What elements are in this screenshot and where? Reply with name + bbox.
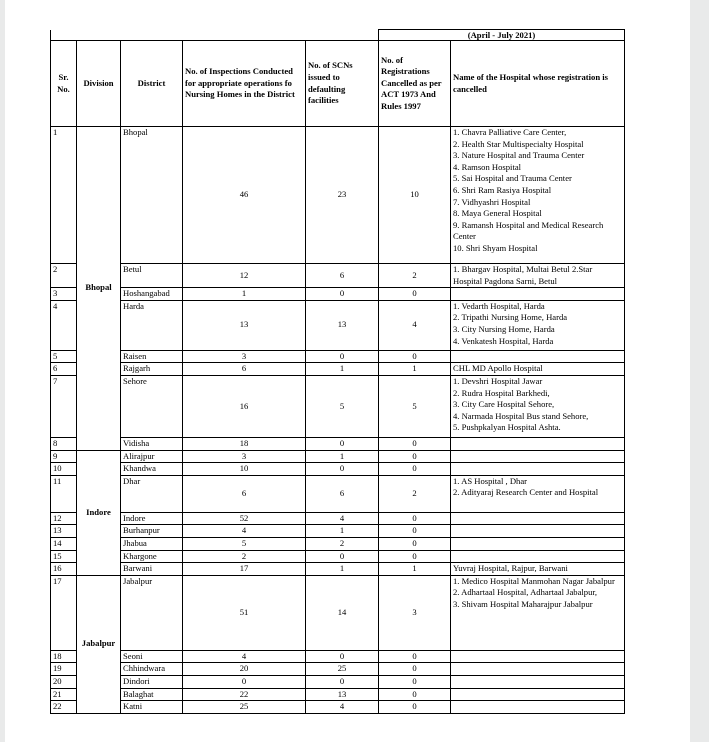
hospital-names-cell — [451, 550, 625, 563]
cancelled-cell: 1 — [379, 563, 451, 576]
scns-cell: 0 — [306, 675, 379, 688]
scns-cell: 4 — [306, 512, 379, 525]
hospital-name: CHL MD Apollo Hospital — [453, 363, 543, 374]
sr-no-cell: 14 — [51, 537, 77, 550]
hospital-name: 4. Narmada Hospital Bus stand Sehore, — [453, 410, 589, 421]
district-cell: Dindori — [121, 675, 183, 688]
hospital-name: 2. Adhartaal Hospital, Adhartaal Jabalpur, — [453, 587, 598, 598]
hospital-name: 6. Shri Ram Rasiya Hospital — [453, 184, 552, 195]
sr-no-cell: 16 — [51, 563, 77, 576]
hospital-names-cell — [451, 525, 625, 538]
scns-cell: 0 — [306, 463, 379, 476]
hospital-name: 5. Pushpkalyan Hospital Ashta. — [453, 422, 561, 433]
table-row — [51, 575, 625, 650]
sr-no-cell: 8 — [51, 437, 77, 450]
district-cell: Bhopal — [121, 127, 183, 264]
sr-no-cell: 10 — [51, 463, 77, 476]
sr-no-cell: 3 — [51, 288, 77, 301]
cancelled-cell: 0 — [379, 663, 451, 676]
inspections-cell: 13 — [183, 300, 306, 350]
table-row — [51, 537, 625, 550]
header-district: District — [121, 41, 183, 127]
scns-cell: 6 — [306, 475, 379, 512]
table-row — [51, 512, 625, 525]
cancelled-cell: 0 — [379, 463, 451, 476]
cancelled-cell: 0 — [379, 537, 451, 550]
hospital-names-cell — [451, 127, 625, 264]
scns-cell: 0 — [306, 437, 379, 450]
cancelled-cell: 0 — [379, 350, 451, 363]
district-cell: Burhanpur — [121, 525, 183, 538]
hospital-names-cell — [451, 663, 625, 676]
district-cell: Raisen — [121, 350, 183, 363]
header-sr-no: Sr. No. — [51, 41, 77, 127]
sr-no-cell: 2 — [51, 264, 77, 288]
table-row — [51, 475, 625, 512]
hospital-name: 7. Vidhyashri Hospital — [453, 196, 531, 207]
hospital-name: 1. Devshri Hospital Jawar — [453, 375, 543, 386]
header-division: Division — [77, 41, 121, 127]
cancelled-cell: 0 — [379, 512, 451, 525]
table-row — [51, 300, 625, 350]
inspections-cell: 3 — [183, 350, 306, 363]
cancelled-cell: 10 — [379, 127, 451, 264]
inspections-cell: 10 — [183, 463, 306, 476]
scns-cell: 5 — [306, 375, 379, 437]
hospital-name: 4. Venkatesh Hospital, Harda — [453, 335, 554, 346]
district-cell: Harda — [121, 300, 183, 350]
table-row — [51, 463, 625, 476]
header-hospital-names: Name of the Hospital whose registration is cancelled — [451, 41, 625, 127]
header-scns: No. of SCNs issued to defaulting facilities — [306, 41, 379, 127]
sr-no-cell: 20 — [51, 675, 77, 688]
scns-cell: 1 — [306, 363, 379, 376]
table-row — [51, 550, 625, 563]
hospital-names-cell — [451, 437, 625, 450]
district-cell: Indore — [121, 512, 183, 525]
scns-cell: 0 — [306, 550, 379, 563]
period-header: (April - July 2021) — [379, 30, 625, 41]
hospital-name: Yuvraj Hospital, Rajpur, Barwani — [453, 563, 568, 574]
hospital-name: 1. AS Hospital , Dhar — [453, 475, 527, 486]
district-cell: Vidisha — [121, 437, 183, 450]
cancelled-cell: 0 — [379, 437, 451, 450]
sr-no-cell: 1 — [51, 127, 77, 264]
scns-cell: 0 — [306, 350, 379, 363]
sr-no-cell: 9 — [51, 450, 77, 463]
scns-cell: 1 — [306, 563, 379, 576]
table-row — [51, 450, 625, 463]
inspections-cell: 5 — [183, 537, 306, 550]
inspections-cell: 2 — [183, 550, 306, 563]
sr-no-cell: 17 — [51, 575, 77, 650]
scns-cell: 0 — [306, 650, 379, 663]
sr-no-cell: 12 — [51, 512, 77, 525]
cancelled-cell: 0 — [379, 701, 451, 714]
hospital-name: 3. Nature Hospital and Trauma Center — [453, 150, 585, 161]
inspections-cell: 3 — [183, 450, 306, 463]
cancelled-cell: 0 — [379, 650, 451, 663]
district-cell: Sehore — [121, 375, 183, 437]
header-inspections: No. of Inspections Conducted for appropriate operations fo Nursing Homes in the District — [183, 41, 306, 127]
district-cell: Alirajpur — [121, 450, 183, 463]
table-row — [51, 375, 625, 437]
hospital-name: 2. Rudra Hospital Barkhedi, — [453, 387, 550, 398]
scns-cell: 4 — [306, 701, 379, 714]
hospital-name: 1. Bhargav Hospital, Multai Betul 2.Star Hospital Pagdona Sarni, Betul — [453, 264, 593, 286]
inspections-cell: 25 — [183, 701, 306, 714]
scns-cell: 13 — [306, 688, 379, 701]
district-cell: Katni — [121, 701, 183, 714]
table-row — [51, 525, 625, 538]
cancelled-cell: 0 — [379, 688, 451, 701]
hospital-name: 3. Shivam Hospital Maharajpur Jabalpur — [453, 598, 593, 609]
district-cell: Dhar — [121, 475, 183, 512]
inspections-cell: 6 — [183, 363, 306, 376]
inspections-cell: 46 — [183, 127, 306, 264]
cancelled-cell: 2 — [379, 475, 451, 512]
nursing-home-inspection-table — [50, 29, 625, 714]
cancelled-cell: 3 — [379, 575, 451, 650]
table-row — [51, 264, 625, 288]
sr-no-cell: 21 — [51, 688, 77, 701]
sr-no-cell: 15 — [51, 550, 77, 563]
division-cell: Jabalpur — [77, 575, 121, 713]
scns-cell: 6 — [306, 264, 379, 288]
hospital-name: 5. Sai Hospital and Trauma Center — [453, 173, 572, 184]
district-cell: Seoni — [121, 650, 183, 663]
cancelled-cell: 0 — [379, 550, 451, 563]
hospital-name: 3. City Care Hospital Sehore, — [453, 399, 555, 410]
inspections-cell: 1 — [183, 288, 306, 301]
sr-no-cell: 13 — [51, 525, 77, 538]
hospital-names-cell — [451, 563, 625, 576]
district-cell: Chhindwara — [121, 663, 183, 676]
hospital-names-cell — [451, 450, 625, 463]
table-row — [51, 650, 625, 663]
hospital-name: 1. Vedarth Hospital, Harda — [453, 300, 545, 311]
hospital-name: 2. Health Star Multispecialty Hospital — [453, 138, 584, 149]
hospital-names-cell — [451, 675, 625, 688]
table-row — [51, 675, 625, 688]
sr-no-cell: 6 — [51, 363, 77, 376]
hospital-name: 1. Medico Hospital Manmohan Nagar Jabalpur — [453, 575, 615, 586]
inspections-cell: 51 — [183, 575, 306, 650]
inspections-cell: 12 — [183, 264, 306, 288]
cancelled-cell: 0 — [379, 675, 451, 688]
scns-cell: 23 — [306, 127, 379, 264]
cancelled-cell: 0 — [379, 525, 451, 538]
hospital-names-cell — [451, 512, 625, 525]
table-row — [51, 563, 625, 576]
district-cell: Khandwa — [121, 463, 183, 476]
hospital-name: 2. Tripathi Nursing Home, Harda — [453, 312, 568, 323]
district-cell: Balaghat — [121, 688, 183, 701]
inspections-cell: 17 — [183, 563, 306, 576]
district-cell: Betul — [121, 264, 183, 288]
cancelled-cell: 0 — [379, 288, 451, 301]
hospital-names-cell — [451, 463, 625, 476]
inspections-cell: 52 — [183, 512, 306, 525]
hospital-names-cell — [451, 575, 625, 650]
hospital-names-cell — [451, 688, 625, 701]
table-row — [51, 363, 625, 376]
district-cell: Barwani — [121, 563, 183, 576]
district-cell: Khargone — [121, 550, 183, 563]
hospital-names-cell — [451, 363, 625, 376]
hospital-names-cell — [451, 701, 625, 714]
table-row — [51, 288, 625, 301]
inspections-cell: 6 — [183, 475, 306, 512]
inspections-cell: 4 — [183, 650, 306, 663]
division-cell: Indore — [77, 450, 121, 575]
table-row — [51, 437, 625, 450]
scns-cell: 2 — [306, 537, 379, 550]
table-row — [51, 127, 625, 264]
document-page — [5, 0, 690, 742]
cancelled-cell: 5 — [379, 375, 451, 437]
cancelled-cell: 1 — [379, 363, 451, 376]
sr-no-cell: 19 — [51, 663, 77, 676]
hospital-names-cell — [451, 264, 625, 288]
header-registrations-cancelled: No. of Registrations Cancelled as per ACT 1973 And Rules 1997 — [379, 41, 451, 127]
sr-no-cell: 4 — [51, 300, 77, 350]
inspections-cell: 20 — [183, 663, 306, 676]
division-cell: Bhopal — [77, 127, 121, 451]
hospital-names-cell — [451, 375, 625, 437]
hospital-names-cell — [451, 300, 625, 350]
scns-cell: 1 — [306, 525, 379, 538]
hospital-name: 3. City Nursing Home, Harda — [453, 323, 555, 334]
hospital-name: 2. Adityaraj Research Center and Hospital — [453, 487, 599, 498]
hospital-names-cell — [451, 537, 625, 550]
cancelled-cell: 2 — [379, 264, 451, 288]
cancelled-cell: 4 — [379, 300, 451, 350]
cancelled-cell: 0 — [379, 450, 451, 463]
hospital-name: 8. Maya General Hospital — [453, 208, 542, 219]
sr-no-cell: 11 — [51, 475, 77, 512]
scns-cell: 0 — [306, 288, 379, 301]
scns-cell: 14 — [306, 575, 379, 650]
hospital-name: 4. Ramson Hospital — [453, 161, 522, 172]
district-cell: Jhabua — [121, 537, 183, 550]
sr-no-cell: 18 — [51, 650, 77, 663]
scns-cell: 25 — [306, 663, 379, 676]
table-row — [51, 350, 625, 363]
scns-cell: 13 — [306, 300, 379, 350]
sr-no-cell: 5 — [51, 350, 77, 363]
hospital-names-cell — [451, 288, 625, 301]
district-cell: Rajgarh — [121, 363, 183, 376]
blank-header-cell — [51, 30, 379, 41]
hospital-name: 9. Ramansh Hospital and Medical Research Center — [453, 219, 604, 242]
hospital-name: 10. Shri Shyam Hospital — [453, 242, 538, 253]
hospital-name: 1. Chavra Palliative Care Center, — [453, 127, 567, 137]
scns-cell: 1 — [306, 450, 379, 463]
inspections-cell: 22 — [183, 688, 306, 701]
table-row — [51, 688, 625, 701]
sr-no-cell: 7 — [51, 375, 77, 437]
table-row — [51, 663, 625, 676]
inspections-cell: 16 — [183, 375, 306, 437]
inspections-cell: 18 — [183, 437, 306, 450]
hospital-names-cell — [451, 350, 625, 363]
district-cell: Hoshangabad — [121, 288, 183, 301]
hospital-names-cell — [451, 650, 625, 663]
sr-no-cell: 22 — [51, 701, 77, 714]
hospital-names-cell — [451, 475, 625, 512]
inspections-cell: 4 — [183, 525, 306, 538]
inspections-cell: 0 — [183, 675, 306, 688]
table-row — [51, 701, 625, 714]
district-cell: Jabalpur — [121, 575, 183, 650]
